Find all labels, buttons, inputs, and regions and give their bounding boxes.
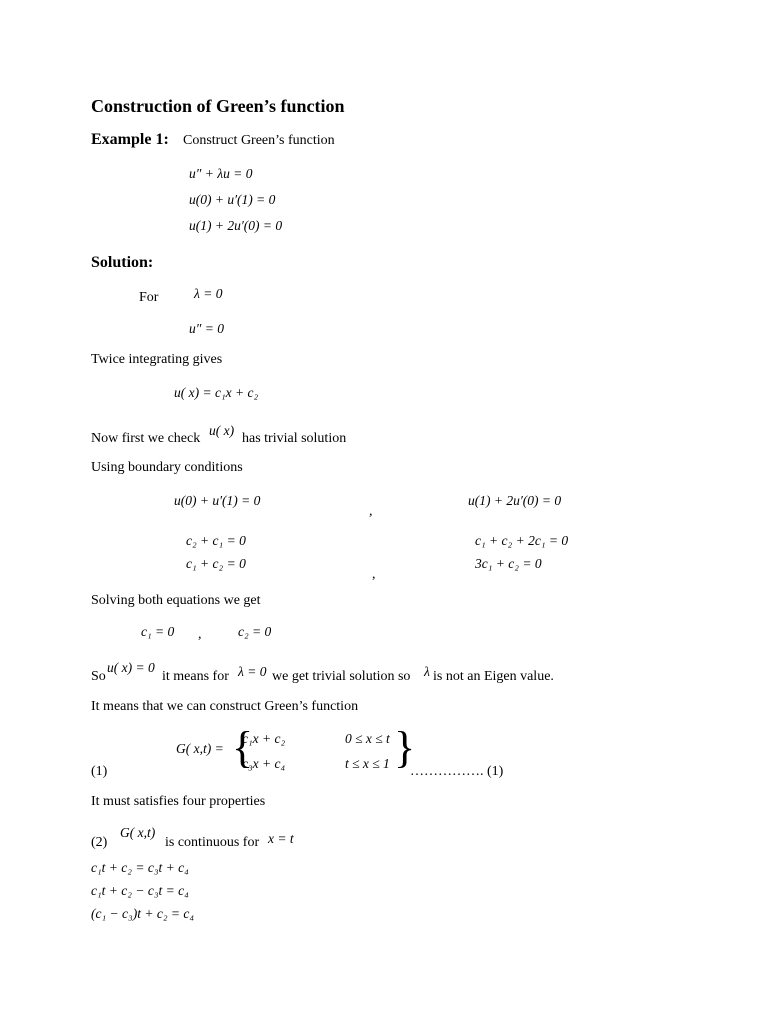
green-case-expr: c₁x + c₂ bbox=[242, 731, 286, 746]
right-brace: } bbox=[394, 723, 416, 772]
example-text: Construct Green’s function bbox=[183, 133, 335, 148]
problem-equation: u(1) + 2u′(0) = 0 bbox=[189, 218, 283, 233]
twice-integrating-text: Twice integrating gives bbox=[91, 352, 223, 367]
example-label: Example 1: bbox=[91, 131, 169, 148]
continuity-equation: c₁t + c₂ = c₃t + c₄ bbox=[91, 860, 189, 875]
c1-zero: c₁ = 0 bbox=[141, 624, 175, 639]
so-text: So bbox=[91, 669, 106, 684]
property-number: (2) bbox=[91, 835, 108, 850]
problem-equation: u″ + λu = 0 bbox=[189, 166, 253, 181]
so-end-text: is not an Eigen value. bbox=[433, 669, 554, 684]
equation-number-left: (1) bbox=[91, 764, 108, 779]
bc-left: u(0) + u′(1) = 0 bbox=[174, 493, 261, 508]
check-text-end: has trivial solution bbox=[242, 431, 347, 446]
system-right-eq: 3c₁ + c₂ = 0 bbox=[475, 556, 542, 571]
equation-number-right: ……………. (1) bbox=[410, 764, 504, 779]
general-solution: u( x) = c₁x + c₂ bbox=[174, 385, 259, 400]
continuity-equation: c₁t + c₂ − c₃t = c₄ bbox=[91, 883, 189, 898]
system-left-eq: c₂ + c₁ = 0 bbox=[186, 533, 246, 548]
green-function-lhs: G( x,t) = bbox=[176, 741, 224, 756]
property-g: G( x,t) bbox=[120, 825, 156, 840]
construct-text: It means that we can construct Green’s function bbox=[91, 699, 359, 714]
comma: , bbox=[372, 567, 376, 582]
system-right-eq: c₁ + c₂ + 2c₁ = 0 bbox=[475, 533, 569, 548]
so-mid-text: it means for bbox=[162, 669, 229, 684]
continuity-equation: (c₁ − c₃)t + c₂ = c₄ bbox=[91, 906, 195, 921]
property-condition: x = t bbox=[268, 831, 294, 846]
check-ux: u( x) bbox=[209, 423, 235, 438]
left-brace: { bbox=[232, 723, 254, 772]
u-second-derivative-zero: u″ = 0 bbox=[189, 321, 224, 336]
green-case-cond: 0 ≤ x ≤ t bbox=[345, 731, 390, 746]
so-lambda-zero: λ = 0 bbox=[238, 664, 267, 679]
so-mid-text-2: we get trivial solution so bbox=[272, 669, 411, 684]
properties-text: It must satisfies four properties bbox=[91, 794, 266, 809]
boundary-text: Using boundary conditions bbox=[91, 460, 243, 475]
comma: , bbox=[369, 504, 373, 519]
comma: , bbox=[198, 627, 202, 642]
check-text: Now first we check bbox=[91, 431, 201, 446]
bc-right: u(1) + 2u′(0) = 0 bbox=[468, 493, 562, 508]
property-text: is continuous for bbox=[165, 835, 260, 850]
problem-equation: u(0) + u′(1) = 0 bbox=[189, 192, 276, 207]
solving-text: Solving both equations we get bbox=[91, 593, 261, 608]
system-left-eq: c₁ + c₂ = 0 bbox=[186, 556, 246, 571]
green-case-expr: c₃x + c₄ bbox=[242, 756, 286, 771]
lambda-zero: λ = 0 bbox=[194, 286, 223, 301]
so-ux-zero: u( x) = 0 bbox=[107, 660, 155, 675]
so-lambda: λ bbox=[424, 664, 430, 679]
solution-label: Solution: bbox=[91, 254, 154, 271]
for-label: For bbox=[139, 290, 159, 305]
c2-zero: c₂ = 0 bbox=[238, 624, 272, 639]
page-title: Construction of Green’s function bbox=[91, 96, 345, 116]
green-case-cond: t ≤ x ≤ 1 bbox=[345, 756, 390, 771]
